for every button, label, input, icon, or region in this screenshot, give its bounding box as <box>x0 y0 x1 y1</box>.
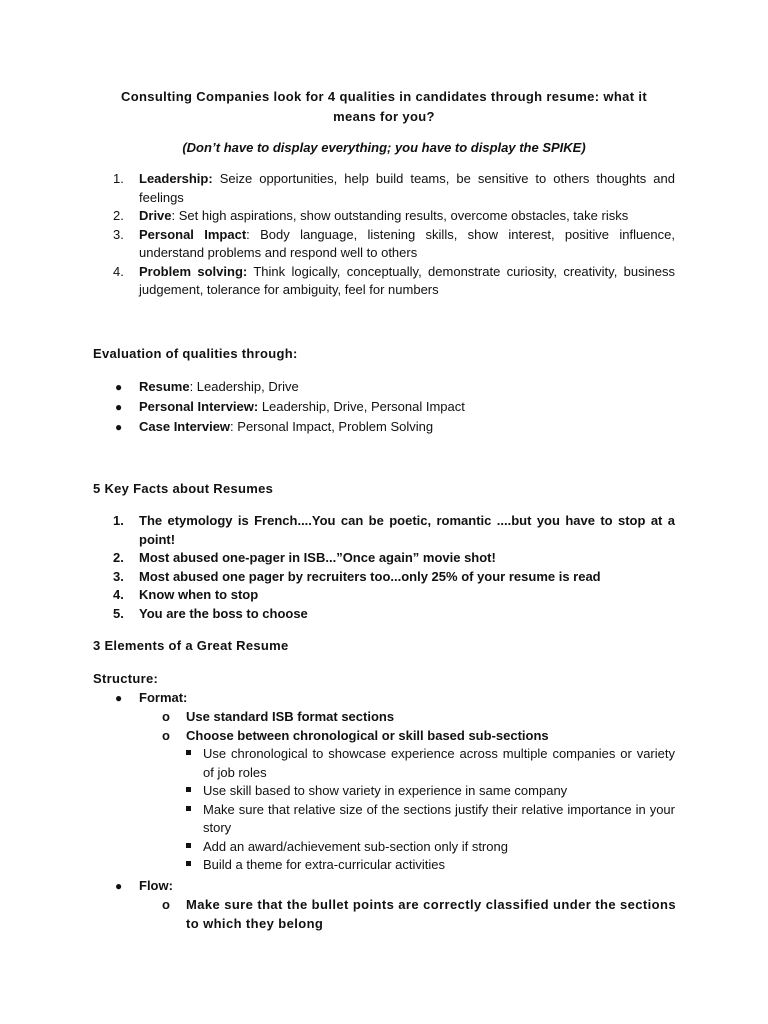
list-item <box>203 801 675 838</box>
quality-text: : Body language, listening skills, show interest, positive influence, understand problems and respond well to others <box>139 226 675 260</box>
list-item <box>93 512 675 549</box>
evaluation-term: Personal Interview: <box>139 399 259 414</box>
document-title: Consulting Companies look for 4 qualities in candidates through resume: what it means for you? <box>120 89 648 124</box>
square-bullet-icon <box>186 861 191 866</box>
format-item-text: Use standard ISB format sections <box>186 709 395 724</box>
list-item <box>93 226 675 263</box>
list-item <box>162 708 676 727</box>
document-subtitle: (Don’t have to display everything; you have to display the SPIKE) <box>182 140 586 155</box>
quality-term: Leadership: <box>139 171 213 186</box>
structure-label: Structure: <box>93 671 159 686</box>
fact-text: You are the boss to choose <box>139 605 308 621</box>
fact-text: Know when to stop <box>139 587 259 602</box>
quality-term: Problem solving: <box>139 263 248 279</box>
list-number: 2. <box>113 208 124 223</box>
bullet-icon: ● <box>115 400 123 414</box>
flow-sub-list <box>162 896 676 933</box>
flow-list <box>93 877 675 897</box>
list-item <box>93 689 675 708</box>
list-item <box>162 896 676 933</box>
format-sub-list <box>203 745 675 875</box>
sub-item-text: Build a theme for extra-curricular activities <box>203 857 446 872</box>
bullet-icon: ● <box>115 879 123 893</box>
quality-text: : Set high aspirations, show outstanding results, overcome obstacles, take risks <box>171 208 629 223</box>
list-item <box>93 170 675 207</box>
list-item <box>93 418 675 437</box>
square-bullet-icon <box>186 806 191 811</box>
list-item <box>203 745 675 782</box>
list-number: 3. <box>113 568 124 584</box>
list-item <box>203 782 675 801</box>
elements-heading: 3 Elements of a Great Resume <box>93 638 289 653</box>
quality-text: Seize opportunities, help build teams, be sensitive to others thoughts and feelings <box>139 171 675 205</box>
list-item <box>93 378 675 397</box>
square-bullet-icon <box>186 750 191 755</box>
circle-bullet-icon: o <box>162 709 170 724</box>
fact-text: Most abused one pager by recruiters too...only 25% of your resume is read <box>139 568 601 584</box>
square-bullet-icon <box>186 843 191 848</box>
list-number: 3. <box>113 226 124 242</box>
evaluation-text: : Personal Impact, Problem Solving <box>230 419 434 434</box>
list-item <box>93 398 675 417</box>
flow-label: Flow: <box>139 878 173 893</box>
list-item <box>93 263 675 300</box>
list-item <box>93 568 675 587</box>
list-number: 4. <box>113 263 124 279</box>
fact-text: Most abused one-pager in ISB...”Once again” movie shot! <box>139 550 496 565</box>
format-label: Format: <box>139 690 188 705</box>
list-item <box>93 586 675 605</box>
list-number: 5. <box>113 605 124 621</box>
evaluation-heading: Evaluation of qualities through: <box>93 346 298 361</box>
facts-list <box>93 512 675 623</box>
bullet-icon: ● <box>115 420 123 434</box>
circle-bullet-icon: o <box>162 727 170 743</box>
list-number: 1. <box>113 513 124 528</box>
sub-item-text: Use skill based to show variety in experience in same company <box>203 783 568 798</box>
evaluation-text: : Leadership, Drive <box>189 379 299 394</box>
sub-item-text: Add an award/achievement sub-section only if strong <box>203 838 508 854</box>
list-item <box>162 727 676 746</box>
list-item <box>203 838 675 857</box>
evaluation-text: Leadership, Drive, Personal Impact <box>258 399 465 414</box>
structure-list <box>93 689 675 709</box>
list-number: 4. <box>113 587 124 602</box>
evaluation-term: Resume <box>139 379 190 394</box>
facts-heading: 5 Key Facts about Resumes <box>93 481 274 496</box>
list-item <box>93 207 675 226</box>
bullet-icon: ● <box>115 691 123 705</box>
list-item <box>93 877 675 896</box>
format-list <box>162 708 676 745</box>
list-item <box>93 549 675 568</box>
sub-item-text: Use chronological to showcase experience across multiple companies or variety of job roles <box>203 746 675 780</box>
circle-bullet-icon: o <box>162 897 171 912</box>
sub-item-text: Make sure that relative size of the sections justify their relative importance in your story <box>203 801 675 835</box>
evaluation-list <box>93 378 675 438</box>
evaluation-term: Case Interview <box>139 419 231 434</box>
list-number: 1. <box>113 171 124 186</box>
qualities-list <box>93 170 675 300</box>
list-item <box>93 605 675 624</box>
flow-item-text: Make sure that the bullet points are correctly classified under the sections to which they belong <box>186 897 676 931</box>
quality-term: Drive <box>139 208 172 223</box>
quality-term: Personal Impact <box>139 226 247 242</box>
quality-text: Think logically, conceptually, demonstrate curiosity, creativity, business judgement, tolerance for ambiguity, feel for numbers <box>139 263 675 297</box>
bullet-icon: ● <box>115 380 123 394</box>
square-bullet-icon <box>186 787 191 792</box>
list-item <box>203 856 675 875</box>
fact-text: The etymology is French....You can be poetic, romantic ....but you have to stop at a point! <box>139 513 675 547</box>
format-item-text: Choose between chronological or skill based sub-sections <box>186 727 549 743</box>
list-number: 2. <box>113 550 124 565</box>
